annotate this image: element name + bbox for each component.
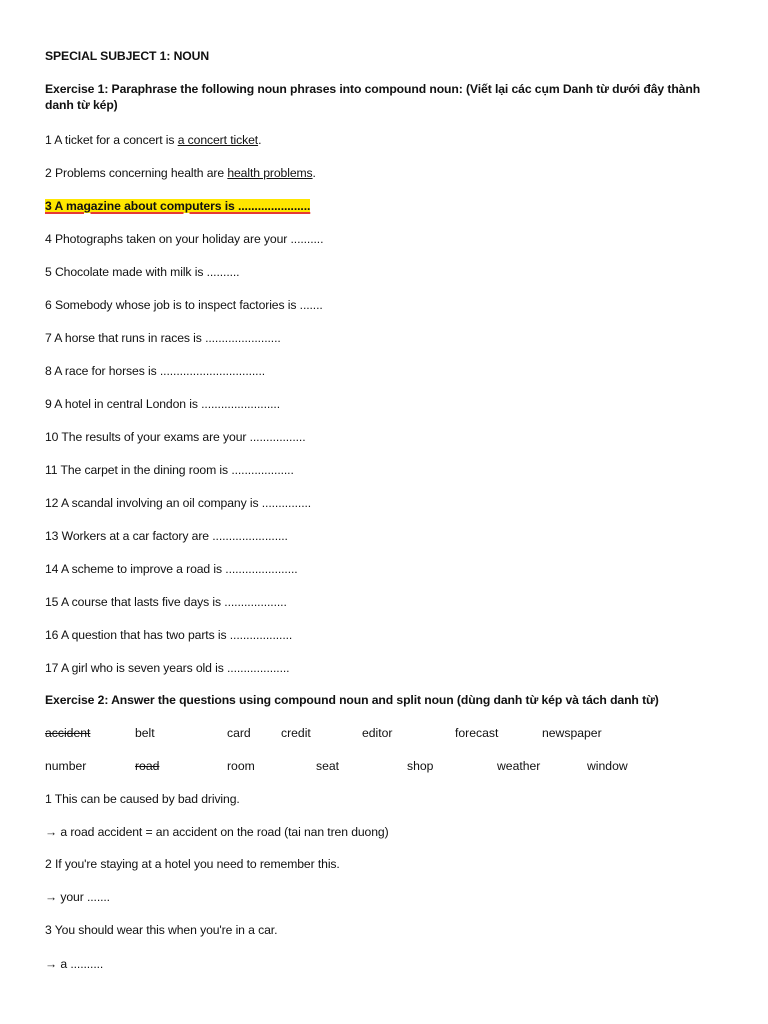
word-weather: weather: [497, 759, 541, 773]
exercise1-item-17: 17 A girl who is seven years old is ...................: [45, 661, 290, 675]
exercise1-item-16: 16 A question that has two parts is ...................: [45, 628, 293, 642]
word-forecast: forecast: [455, 726, 499, 740]
item-suffix: .: [258, 133, 262, 147]
exercise1-item-15: 15 A course that lasts five days is ...................: [45, 595, 287, 609]
word-room: room: [227, 759, 255, 773]
exercise1-item-14: 14 A scheme to improve a road is ......................: [45, 562, 298, 576]
word-editor: editor: [362, 726, 393, 740]
word-accident: accident: [45, 726, 91, 740]
word-newspaper: newspaper: [542, 726, 602, 740]
item-text: 1 A ticket for a concert is: [45, 133, 178, 147]
exercise1-item-13: 13 Workers at a car factory are .......................: [45, 529, 288, 543]
exercise1-item-2: [45, 165, 316, 181]
exercise2-heading: Exercise 2: Answer the questions using compound noun and split noun (dùng danh từ kép và tách danh từ): [45, 693, 659, 707]
exercise1-item-6: 6 Somebody whose job is to inspect factories is .......: [45, 298, 323, 312]
exercise2-question-3: 3 You should wear this when you're in a car.: [45, 923, 278, 937]
exercise1-item-4: 4 Photographs taken on your holiday are your ..........: [45, 232, 324, 246]
exercise1-heading: Exercise 1: Paraphrase the following noun phrases into compound noun: (Viết lại các cụm Danh từ dưới đây thành danh từ kép): [45, 82, 701, 112]
exercise1-item-11: 11 The carpet in the dining room is ...................: [45, 463, 294, 477]
word-window: window: [587, 759, 628, 773]
item-answer: health problems: [227, 166, 313, 180]
word-seat: seat: [316, 759, 340, 773]
exercise1-item-10: 10 The results of your exams are your .................: [45, 430, 306, 444]
exercise2-question-2: 2 If you're staying at a hotel you need to remember this.: [45, 857, 340, 871]
item-suffix: .: [312, 166, 316, 180]
word-card: card: [227, 726, 251, 740]
exercise1-item-5: 5 Chocolate made with milk is ..........: [45, 265, 240, 279]
word-number: number: [45, 759, 87, 773]
exercise1-item-8: 8 A race for horses is ................................: [45, 364, 266, 378]
exercise1-item-12: 12 A scandal involving an oil company is ...............: [45, 496, 312, 510]
exercise2-answer-3: → a ..........: [45, 957, 104, 971]
word-belt: belt: [135, 726, 155, 740]
exercise2-answer-2: → your .......: [45, 890, 110, 904]
exercise1-item-7: 7 A horse that runs in races is .......................: [45, 331, 281, 345]
item-answer: a concert ticket: [177, 133, 259, 147]
item-text: 3 A magazine about computers is ......................: [45, 199, 311, 213]
word-shop: shop: [407, 759, 434, 773]
exercise1-item-1: [45, 132, 261, 148]
exercise2-answer-1: → a road accident = an accident on the road (tai nan tren duong): [45, 825, 389, 839]
word-road: road: [135, 759, 160, 773]
word-credit: credit: [281, 726, 311, 740]
item-text: 2 Problems concerning health are: [45, 166, 228, 180]
exercise1-item-3-highlighted: [45, 198, 310, 214]
exercise1-item-9: 9 A hotel in central London is ........................: [45, 397, 280, 411]
page-title: SPECIAL SUBJECT 1: NOUN: [45, 49, 210, 63]
exercise2-question-1: 1 This can be caused by bad driving.: [45, 792, 240, 806]
